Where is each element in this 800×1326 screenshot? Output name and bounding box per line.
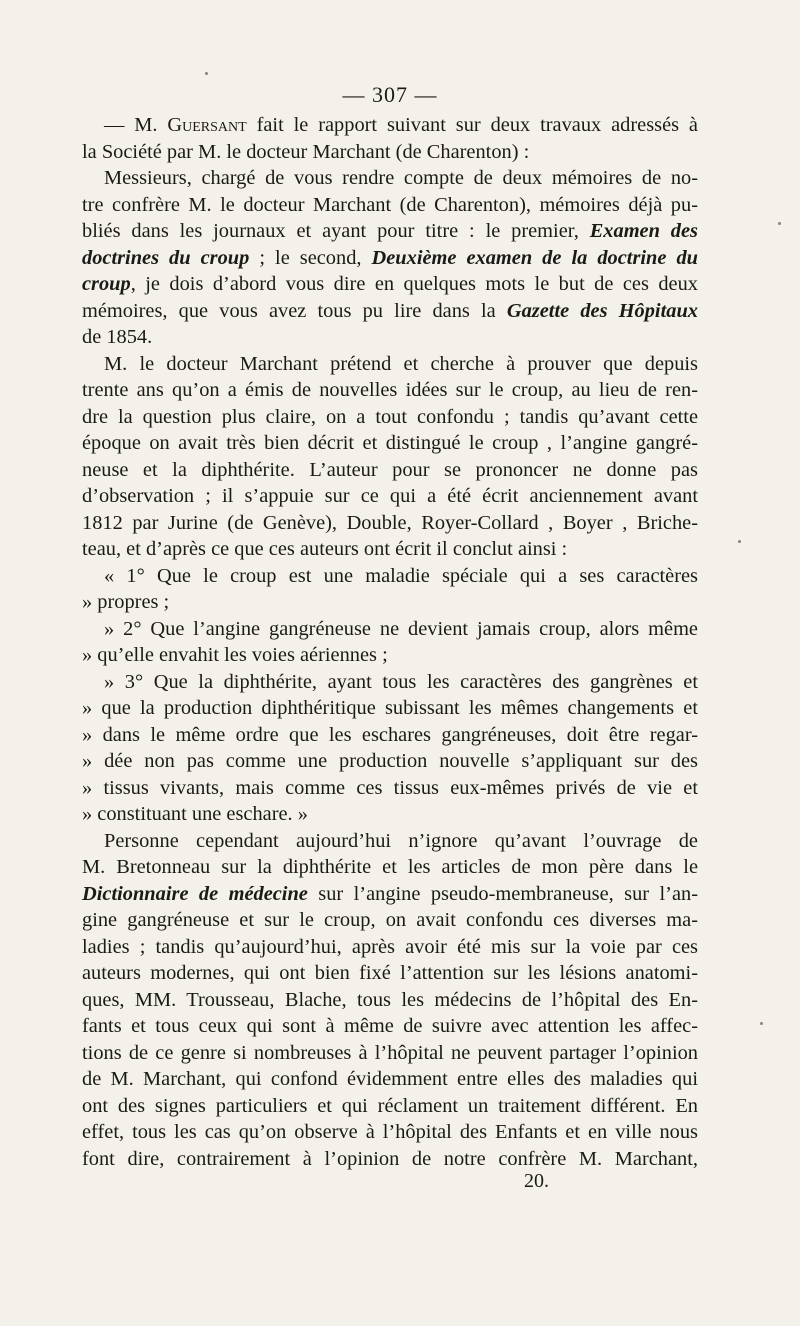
text-line: bliés dans les journaux et ayant pour titre : le premier, Examen des	[82, 220, 698, 242]
text-line: Personne cependant aujourd’hui n’ignore qu’avant l’ouvrage de	[104, 829, 698, 852]
quote-line: » propres ;	[82, 591, 170, 613]
quote-line: » 3° Que la diphthérite, ayant tous les caractères des gangrènes et	[104, 670, 698, 693]
text-line: doctrines du croup ; le second, Deuxième examen de la doctrine du	[82, 246, 698, 269]
text-line: M. le docteur Marchant prétend et cherche à prouver que depuis	[104, 352, 698, 375]
text-line: effet, tous les cas qu’on observe à l’hôpital des Enfants et en ville nous	[82, 1121, 698, 1143]
quote-line: » constituant une eschare. »	[82, 803, 308, 825]
quote-line: » qu’elle envahit les voies aériennes ;	[82, 644, 388, 666]
signature-mark: 20.	[524, 1170, 549, 1192]
text-line: époque on avait très bien décrit et distingué le croup , l’angine gangré-	[82, 432, 698, 454]
text-line: tre confrère M. le docteur Marchant (de Charenton), mémoires déjà pu-	[82, 193, 698, 216]
quote-line: » 2° Que l’angine gangréneuse ne devient jamais croup, alors même	[104, 617, 698, 640]
text-line: teau, et d’après ce que ces auteurs ont écrit il conclut ainsi :	[82, 538, 568, 560]
paper-speck	[778, 222, 781, 225]
text-line: Messieurs, chargé de vous rendre compte de deux mémoires de no-	[104, 167, 698, 189]
text-line: Dictionnaire de médecine sur l’angine pseudo-membraneuse, sur l’an-	[82, 882, 698, 905]
text-line: la Société par M. le docteur Marchant (de Charenton) :	[82, 140, 530, 163]
text-line: croup, je dois d’abord vous dire en quelques mots le but de ces deux	[82, 273, 698, 295]
text-line: tions de ce genre si nombreuses à l’hôpital ne peuvent partager l’opinion	[82, 1041, 698, 1064]
text-line: de 1854.	[82, 326, 153, 348]
text-line: 1812 par Jurine (de Genève), Double, Royer-Collard , Boyer , Briche-	[82, 511, 698, 534]
quote-line: » que la production diphthéritique subissant les mêmes changements et	[82, 697, 698, 719]
text-line: d’observation ; il s’appuie sur ce qui a été écrit anciennement avant	[82, 485, 698, 507]
paper-speck	[760, 1022, 763, 1025]
body-text	[82, 112, 698, 1172]
text-line: de M. Marchant, qui confond évidemment entre elles des maladies qui	[82, 1068, 698, 1090]
text-line: — M. Guersant fait le rapport suivant sur deux travaux adressés à	[104, 114, 698, 136]
page-number: — 307 —	[342, 82, 438, 107]
text-line: auteurs modernes, qui ont bien fixé l’attention sur les lésions anatomi-	[82, 962, 698, 984]
text-line: gine gangréneuse et sur le croup, on avait confondu ces diverses ma-	[82, 909, 698, 931]
book-page	[82, 80, 698, 1172]
quote-line: » tissus vivants, mais comme ces tissus eux-mêmes privés de vie et	[82, 776, 698, 799]
quote-line: » dée non pas comme une production nouvelle s’appliquant sur des	[82, 750, 698, 772]
quote-line: « 1° Que le croup est une maladie spéciale qui a ses caractères	[104, 564, 698, 587]
text-line: M. Bretonneau sur la diphthérite et les articles de mon père dans le	[82, 856, 698, 878]
text-line: ladies ; tandis qu’aujourd’hui, après avoir été mis sur la voie par ces	[82, 935, 698, 958]
quote-line: » dans le même ordre que les eschares gangréneuses, doit être regar-	[82, 723, 698, 746]
text-line: neuse et la diphthérite. L’auteur pour se prononcer ne donne pas	[82, 458, 698, 481]
text-line: dre la question plus claire, on a tout confondu ; tandis qu’avant cette	[82, 405, 698, 428]
text-line: ques, MM. Trousseau, Blache, tous les médecins de l’hôpital des En-	[82, 988, 698, 1011]
text-line: trente ans qu’on a émis de nouvelles idées sur le croup, au lieu de ren-	[82, 379, 698, 401]
text-line: mémoires, que vous avez tous pu lire dans la Gazette des Hôpitaux	[82, 299, 698, 322]
paper-speck	[738, 540, 741, 543]
text-line: font dire, contrairement à l’opinion de notre confrère M. Marchant,	[82, 1147, 698, 1170]
text-line: fants et tous ceux qui sont à même de suivre avec attention les affec-	[82, 1015, 698, 1037]
text-line: ont des signes particuliers et qui réclament un traitement différent. En	[82, 1094, 698, 1117]
paper-speck	[205, 72, 208, 75]
